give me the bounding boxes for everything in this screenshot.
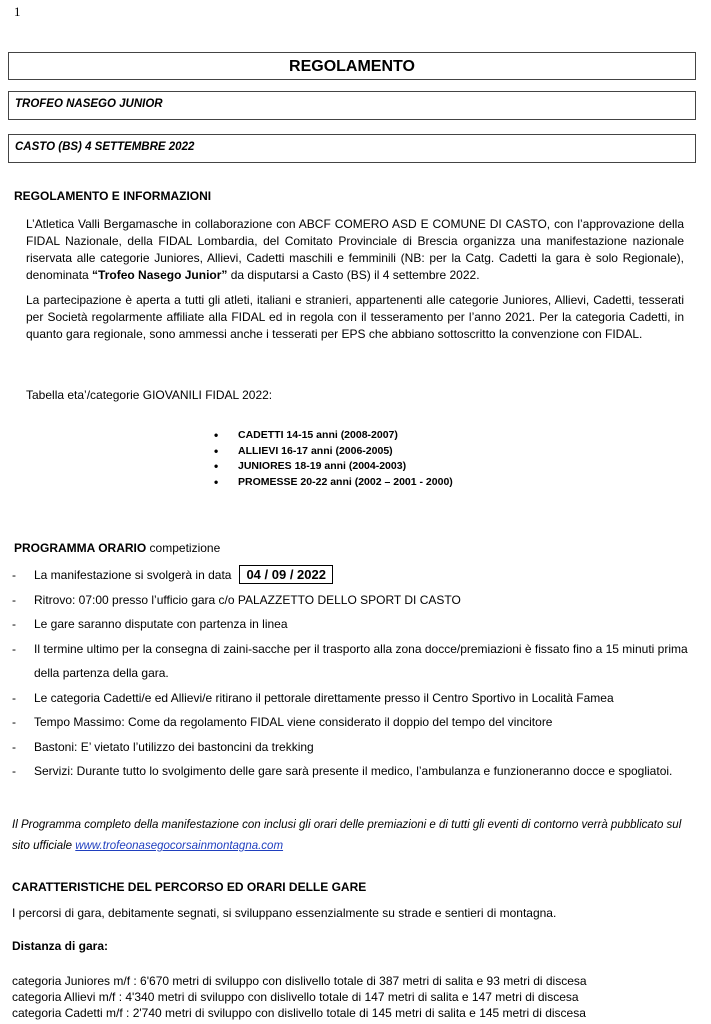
participation-paragraph: La partecipazione è aperta a tutti gli atleti, italiani e stranieri, appartenenti alle categorie Juniores, Allievi, Cadetti, tesserati per Società regolarmente affiliate alla FIDAL ed in regola con il tesseramento per l’anno 2021. Per la categoria Cadetti, in quanto gara regionale, sono ammessi anche i tesserati per EPS che abbiano sottoscritto la convenzione con FIDAL. [26,293,684,341]
program-note [12,815,702,857]
date-box: 04 / 09 / 2022 [239,565,333,584]
list-item: categoria Allievi m/f : 4'340 metri di sviluppo con dislivello totale di 147 metri di salita e 147 metri di discesa [12,990,579,1004]
list-item: - Le categoria Cadetti/e ed Allievi/e ritirano il pettorale direttamente presso il Centro Sportivo in Località Famea [12,686,702,711]
category-list [214,428,453,490]
program-list [12,563,702,784]
event-place-date: CASTO (BS) 4 SETTEMBRE 2022 [8,134,696,163]
event-name: TROFEO NASEGO JUNIOR [8,91,696,120]
intro-paragraph [26,216,684,284]
intro-text-start: L’Atletica Valli Bergamasche in collaborazione con ABCF COMERO ASD E COMUNE DI CASTO, con l’approvazione della FIDAL Nazionale, della FIDAL Lombardia, del Comitato Provinciale di Brescia organizza una manifestazione nazionale riservata alle categorie Juniores, Allievi, Cadetti maschili e femminili (NB: per la Catg. Cadetti la gara è solo Regionale), denominata [26,217,684,282]
list-item: • CADETTI 14-15 anni (2008-2007) [214,428,453,444]
list-item: • ALLIEVI 16-17 anni (2006-2005) [214,444,453,460]
official-site-link[interactable]: www.trofeonasegocorsainmontagna.com [75,840,284,852]
course-intro: I percorsi di gara, debitamente segnati, si sviluppano essenzialmente su strade e sentieri di montagna. [12,906,557,920]
list-item: - Bastoni: E’ vietato l’utilizzo dei bastoncini da trekking [12,735,702,760]
date-label: La manifestazione si svolgerà in data [34,568,232,582]
intro-text-end: da disputarsi a Casto (BS) il 4 settembre 2022. [227,268,480,282]
section-heading-percorso: CARATTERISTICHE DEL PERCORSO ED ORARI DELLE GARE [12,880,367,894]
list-item: categoria Juniores m/f : 6'670 metri di sviluppo con dislivello totale di 387 metri di salita e 93 metri di discesa [12,974,587,988]
list-item: - Il termine ultimo per la consegna di zaini-sacche per il trasporto alla zona docce/premiazioni è fissato fino a 15 minuti prima della partenza della gara. [12,637,702,686]
list-item: categoria Cadetti m/f : 2'740 metri di sviluppo con dislivello totale di 145 metri di salita e 145 metri di discesa [12,1006,586,1020]
programma-heading-bold: PROGRAMMA ORARIO [14,541,147,555]
document-title: REGOLAMENTO [8,52,696,80]
section-heading-programma [14,541,220,555]
distance-heading: Distanza di gara: [12,939,109,953]
event-title-bold: “Trofeo Nasego Junior” [92,268,228,282]
page-number: 1 [14,4,21,19]
category-table-intro: Tabella eta’/categorie GIOVANILI FIDAL 2022: [26,388,273,402]
distance-list [12,973,587,1021]
list-item [12,563,702,588]
list-item: • JUNIORES 18-19 anni (2004-2003) [214,459,453,475]
section-heading-regolamento: REGOLAMENTO E INFORMAZIONI [14,189,212,203]
programma-heading-rest: competizione [146,541,221,555]
list-item: - Servizi: Durante tutto lo svolgimento delle gare sarà presente il medico, l’ambulanza e funzioneranno docce e spogliatoi. [12,759,702,784]
list-item: - Le gare saranno disputate con partenza in linea [12,612,702,637]
program-note-text: Il Programma completo della manifestazione con inclusi gli orari delle premiazioni e di tutti gli eventi di contorno verrà pubblicato sul sito ufficiale [12,819,682,852]
list-item: - Tempo Massimo: Come da regolamento FIDAL viene considerato il doppio del tempo del vincitore [12,710,702,735]
list-item: • PROMESSE 20-22 anni (2002 – 2001 - 2000) [214,475,453,491]
list-item: - Ritrovo: 07:00 presso l’ufficio gara c/o PALAZZETTO DELLO SPORT DI CASTO [12,588,702,613]
